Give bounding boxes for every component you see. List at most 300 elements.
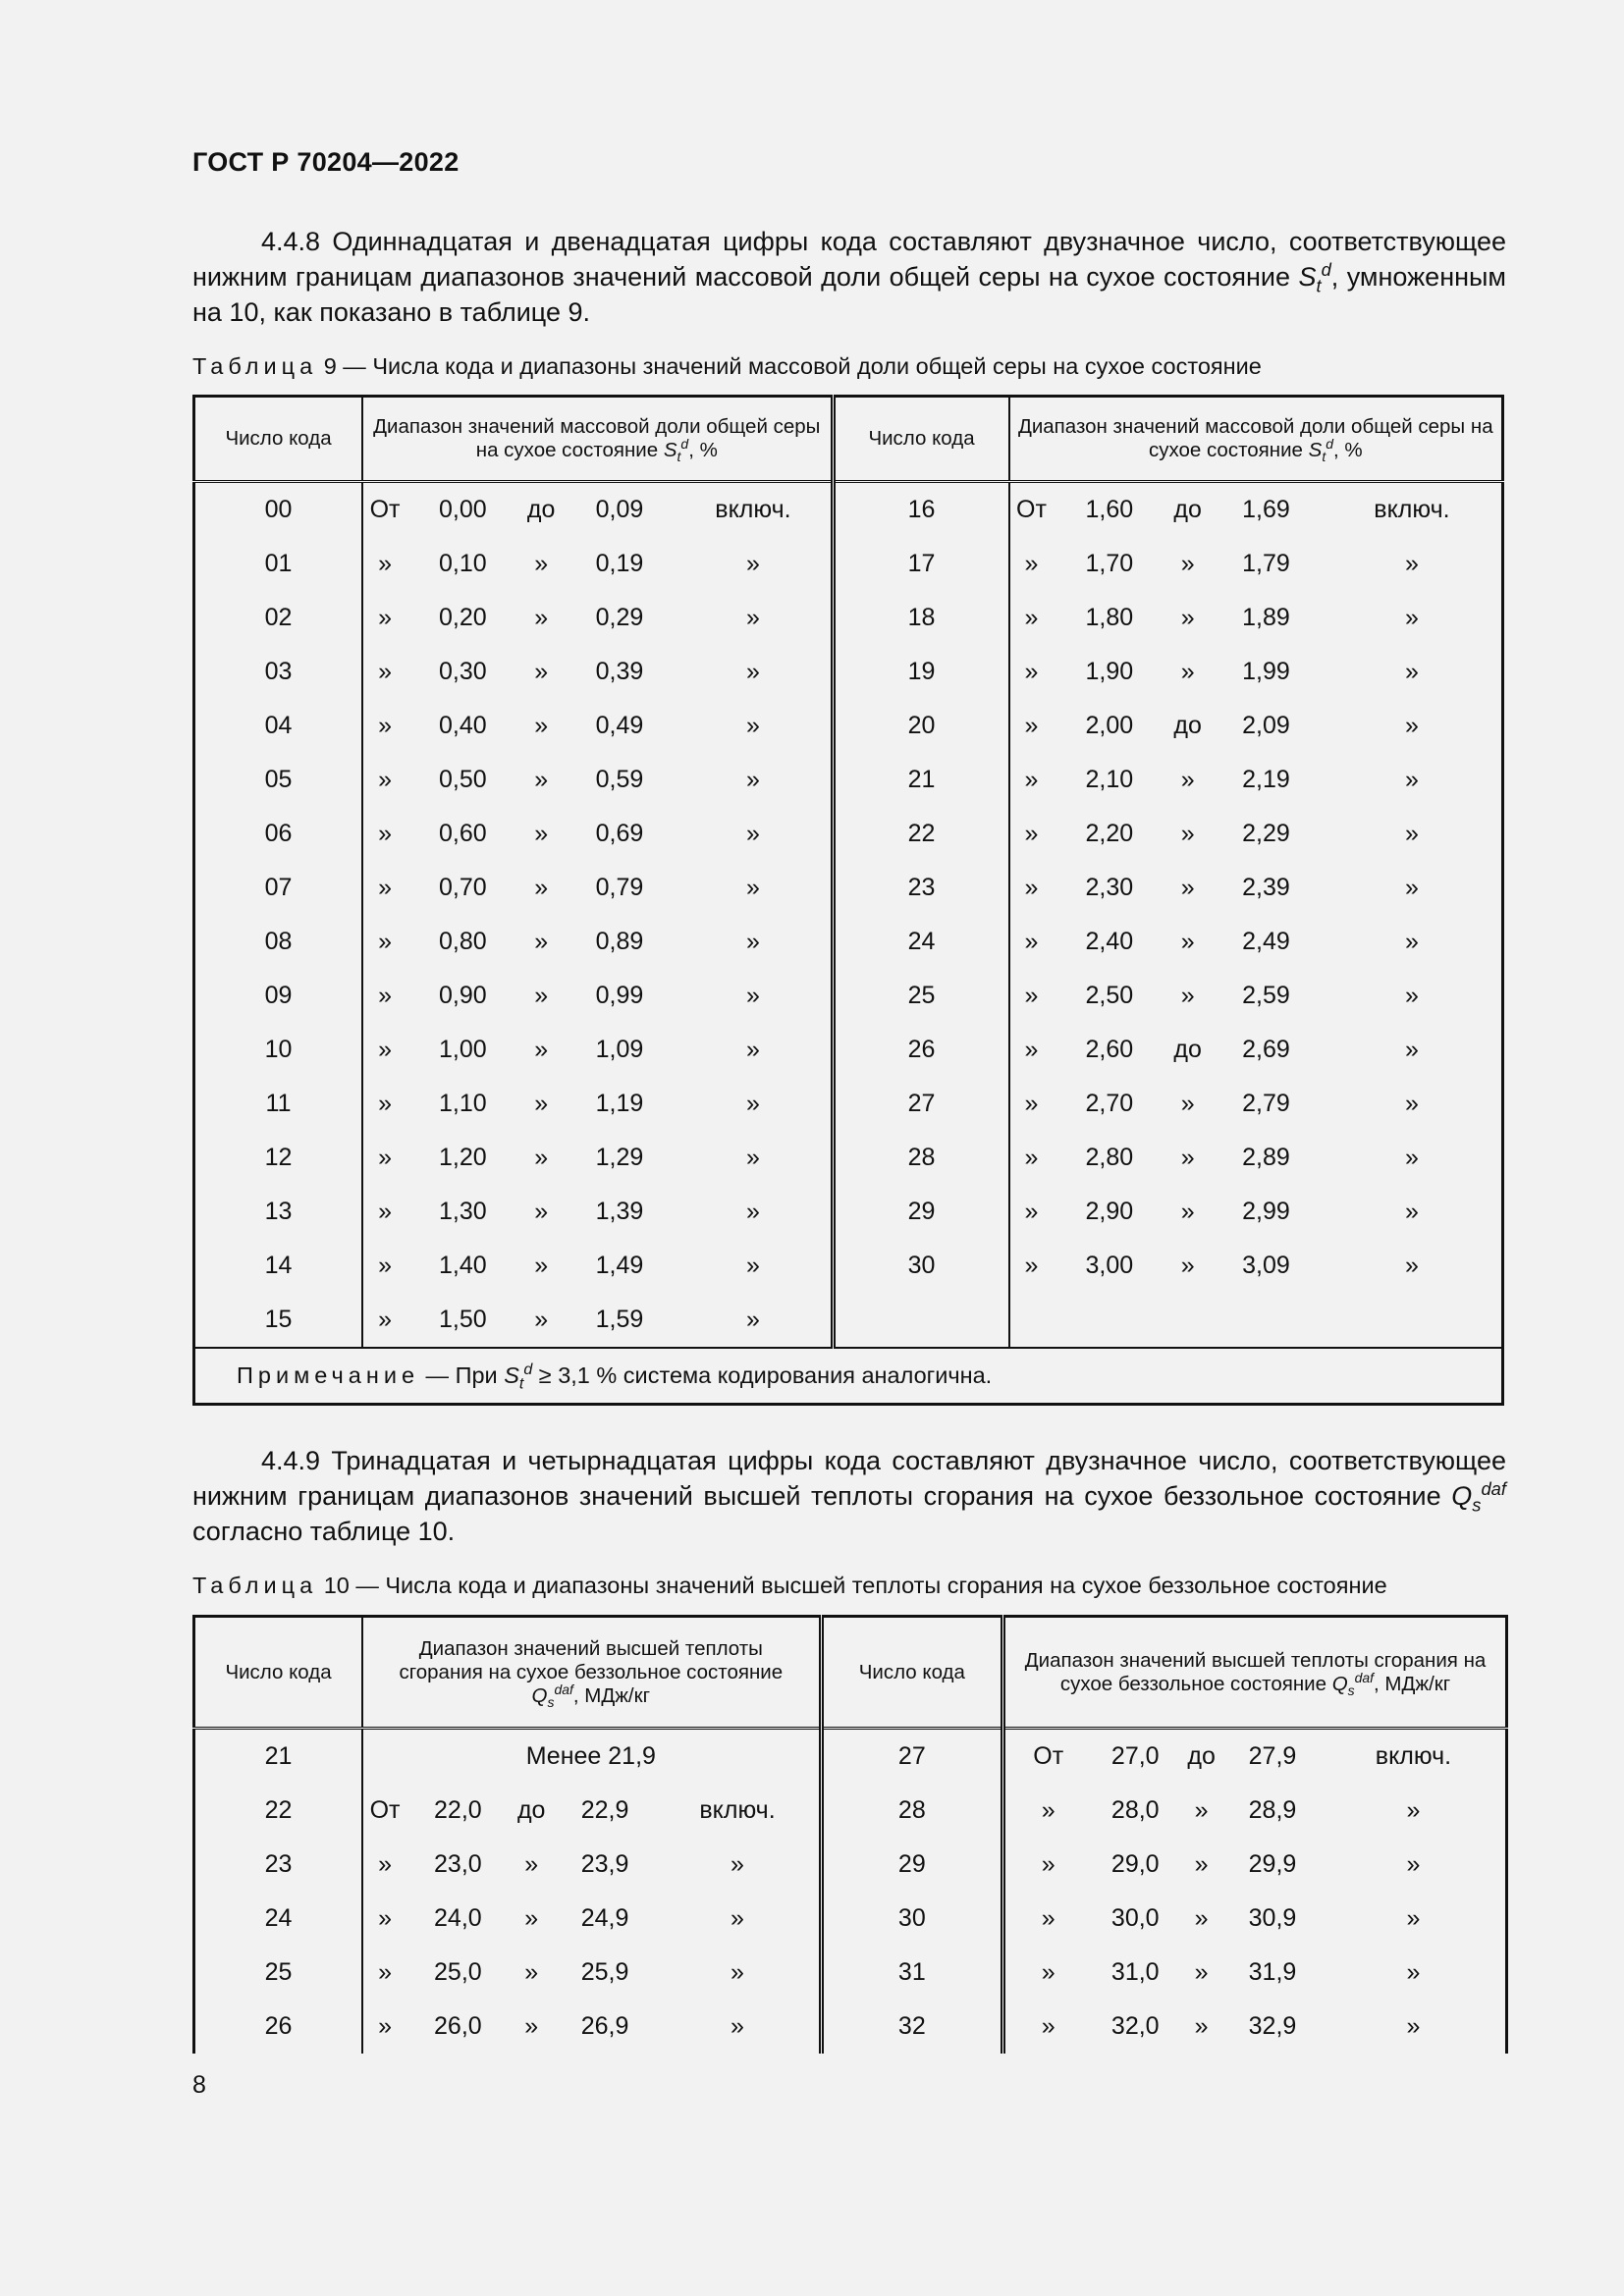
table-row [194,1946,1507,2000]
code-cell: 28 [821,1784,1003,1838]
to-word: » [534,928,549,955]
code-cell: 06 [194,807,363,861]
column-header-code: Число кода [821,1617,1003,1729]
inclusive-word: » [676,1131,833,1185]
code-cell: 18 [833,591,1009,645]
table-row [194,1239,1503,1293]
upper-bound: 3,09 [1242,1252,1290,1279]
upper-bound: 2,09 [1242,712,1290,739]
inclusive-word: » [676,645,833,699]
from-word: » [1041,1850,1056,1878]
lower-bound: 24,0 [434,1904,482,1932]
lower-bound: 30,0 [1110,1904,1160,1932]
table-row [194,1892,1507,1946]
to-word: » [534,1252,549,1279]
to-word: » [1180,1198,1195,1225]
inclusive-word: » [656,1892,821,1946]
upper-bound: 31,9 [1248,1958,1297,1986]
to-word: » [524,2012,539,2040]
inclusive-word: » [676,807,833,861]
lower-bound: 2,70 [1085,1090,1134,1117]
lower-bound: 32,0 [1110,2012,1160,2040]
from-word: » [378,820,392,847]
upper-bound: 0,79 [595,874,644,901]
code-cell: 01 [194,537,363,591]
table10-caption [192,1573,1387,1599]
paragraph-4-4-8 [192,224,1506,330]
range-text: Менее 21,9 [362,1729,821,1785]
inclusive-word: » [1406,2012,1421,2040]
inclusive-word: включ. [656,1784,821,1838]
from-word: » [1024,1144,1039,1171]
upper-bound: 1,59 [595,1306,644,1333]
upper-bound: 0,99 [595,982,644,1009]
to-word: » [1194,1796,1209,1824]
upper-bound: 1,29 [595,1144,644,1171]
upper-bound: 2,69 [1242,1036,1290,1063]
to-word: до [1173,1036,1202,1063]
lower-bound [1053,1293,1165,1348]
lower-bound: 0,20 [439,604,487,631]
paragraph-text-end: согласно таблице 10. [192,1517,456,1546]
from-word: От [369,496,401,523]
upper-bound: 2,79 [1242,1090,1290,1117]
code-cell: 08 [194,915,363,969]
column-header-code: Число кода [194,397,363,482]
code-cell: 22 [194,1784,363,1838]
lower-bound: 1,40 [439,1252,487,1279]
table-row [194,1838,1507,1892]
lower-bound: 29,0 [1110,1850,1160,1878]
code-cell: 19 [833,645,1009,699]
table-row [194,1729,1507,1785]
from-word: » [1041,1904,1056,1932]
lower-bound: 1,00 [439,1036,487,1063]
table-row [194,645,1503,699]
from-word: От [1016,496,1047,523]
to-word: » [1180,550,1195,577]
column-header-range: Диапазон значений массовой доли общей серы на сухое состояние $S_t^d$, % [1017,415,1493,465]
to-word: » [1180,874,1195,901]
table-row [194,2000,1507,2054]
column-header-range: Диапазон значений массовой доли общей серы на сухое состояние $S_t^d$, % [362,397,833,482]
table-row [194,699,1503,753]
inclusive-word: » [1404,874,1419,901]
lower-bound: 0,80 [439,928,487,955]
code-cell: 04 [194,699,363,753]
upper-bound: 1,49 [595,1252,644,1279]
table9-note: Примечание — При $S_t^d \ge 3,1$ % система кодирования аналогична. [194,1348,1503,1405]
caption-label: Таблица [192,1573,318,1598]
code-cell: 05 [194,753,363,807]
code-cell: 14 [194,1239,363,1293]
from-word: » [1024,928,1039,955]
to-word: » [1180,1252,1195,1279]
paragraph-4-4-9 [192,1443,1506,1549]
from-word: » [378,604,392,631]
code-cell: 15 [194,1293,363,1348]
upper-bound: 1,39 [595,1198,644,1225]
table-row [194,1185,1503,1239]
from-word: » [378,928,392,955]
lower-bound: 27,0 [1110,1742,1160,1770]
paragraph-number: 4.4.9 [261,1446,321,1475]
upper-bound: 1,89 [1242,604,1290,631]
inclusive-word: » [1404,1036,1419,1063]
upper-bound: 0,89 [595,928,644,955]
from-word: » [378,1144,392,1171]
from-word: » [378,1958,392,1986]
to-word: » [534,658,549,685]
lower-bound: 2,90 [1085,1198,1134,1225]
to-word: » [1180,1144,1195,1171]
inclusive-word: » [1404,1252,1419,1279]
upper-bound: 26,9 [580,2012,629,2040]
lower-bound: 23,0 [434,1850,482,1878]
inclusive-word: » [676,591,833,645]
upper-bound: 2,59 [1242,982,1290,1009]
upper-bound: 0,39 [595,658,644,685]
table-row [194,1784,1507,1838]
inclusive-word: » [1404,658,1419,685]
to-word: » [534,982,549,1009]
inclusive-word: » [1404,766,1419,793]
to-word: до [1187,1742,1216,1770]
table-row [194,1131,1503,1185]
from-word: » [1024,1036,1039,1063]
to-word: » [1180,820,1195,847]
from-word: » [1024,550,1039,577]
inclusive-word: » [656,1946,821,2000]
code-cell: 16 [833,482,1009,538]
lower-bound: 1,10 [439,1090,487,1117]
from-word: » [378,658,392,685]
code-cell: 13 [194,1185,363,1239]
from-word: » [1024,982,1039,1009]
to-word: » [1180,982,1195,1009]
table9-caption [192,353,1262,380]
inclusive-word: » [676,699,833,753]
to-word: » [534,550,549,577]
lower-bound: 0,40 [439,712,487,739]
code-cell: 29 [821,1838,1003,1892]
upper-bound: 30,9 [1248,1904,1297,1932]
upper-bound: 2,29 [1242,820,1290,847]
lower-bound: 2,50 [1085,982,1134,1009]
table-row [194,537,1503,591]
to-word: » [1180,658,1195,685]
code-cell: 27 [821,1729,1003,1785]
from-word: » [378,1252,392,1279]
lower-bound: 1,70 [1085,550,1134,577]
lower-bound: 1,60 [1085,496,1134,523]
from-word: » [378,2012,392,2040]
to-word: » [524,1958,539,1986]
code-cell: 30 [821,1892,1003,1946]
from-word: » [378,1904,392,1932]
from-word: » [1024,766,1039,793]
inclusive-word: » [1404,928,1419,955]
inclusive-word: » [676,1293,833,1348]
code-cell: 26 [194,2000,363,2054]
upper-bound: 28,9 [1248,1796,1297,1824]
to-word: » [534,604,549,631]
inclusive-word: » [676,1023,833,1077]
code-cell: 24 [194,1892,363,1946]
inclusive-word: » [1404,1198,1419,1225]
upper-bound: 25,9 [580,1958,629,1986]
from-word: » [1041,2012,1056,2040]
to-word: до [1173,496,1202,523]
code-cell: 21 [833,753,1009,807]
to-word: » [534,1036,549,1063]
lower-bound: 2,20 [1085,820,1134,847]
upper-bound: 1,99 [1242,658,1290,685]
to-word: » [1194,1850,1209,1878]
lower-bound: 1,30 [439,1198,487,1225]
code-cell: 17 [833,537,1009,591]
code-cell: 25 [194,1946,363,2000]
page-number: 8 [192,2071,206,2099]
inclusive-word: » [1406,1904,1421,1932]
document-header: ГОСТ Р 70204—2022 [192,147,460,177]
inclusive-word: » [676,915,833,969]
to-word: » [1180,1090,1195,1117]
lower-bound: 1,20 [439,1144,487,1171]
upper-bound: 0,69 [595,820,644,847]
upper-bound: 27,9 [1248,1742,1297,1770]
paragraph-text: Одиннадцатая и двенадцатая цифры кода составляют двузначное число, соответствующее нижним границам диапазонов значений массовой доли общей серы на сухое состояние [192,227,1506,292]
inclusive-word: » [1406,1796,1421,1824]
to-word: » [1180,766,1195,793]
to-word: » [534,1306,549,1333]
code-cell: 20 [833,699,1009,753]
code-cell: 30 [833,1239,1009,1293]
code-cell: 31 [821,1946,1003,2000]
lower-bound: 2,40 [1085,928,1134,955]
from-word: От [369,1796,401,1824]
to-word [1165,1293,1210,1348]
lower-bound: 0,10 [439,550,487,577]
lower-bound: 0,00 [439,496,487,523]
code-cell: 23 [194,1838,363,1892]
lower-bound: 0,30 [439,658,487,685]
paragraph-text-end: , умноженным на 10, как показано в таблице 9. [192,262,1506,327]
from-word: » [378,982,392,1009]
code-cell: 29 [833,1185,1009,1239]
to-word: » [1194,1904,1209,1932]
upper-bound: 0,09 [595,496,644,523]
upper-bound: 2,39 [1242,874,1290,901]
lower-bound: 0,50 [439,766,487,793]
code-cell: 07 [194,861,363,915]
from-word: » [378,712,392,739]
upper-bound: 24,9 [580,1904,629,1932]
lower-bound: 22,0 [434,1796,482,1824]
to-word: » [1180,604,1195,631]
table-row [194,915,1503,969]
table-row [194,807,1503,861]
from-word: » [1024,1198,1039,1225]
code-cell [833,1293,1009,1348]
lower-bound: 2,60 [1085,1036,1134,1063]
inclusive-word: » [1404,982,1419,1009]
code-cell: 10 [194,1023,363,1077]
to-word: » [1180,928,1195,955]
from-word: » [378,1198,392,1225]
lower-bound: 1,50 [439,1306,487,1333]
from-word: » [1024,1090,1039,1117]
inclusive-word: включ. [676,482,833,538]
to-word: » [534,1090,549,1117]
from-word: » [1024,820,1039,847]
from-word: » [378,1036,392,1063]
lower-bound: 31,0 [1110,1958,1160,1986]
code-cell: 24 [833,915,1009,969]
inclusive-word: включ. [1374,496,1450,523]
from-word [1009,1293,1054,1348]
from-word: » [1041,1796,1056,1824]
lower-bound: 28,0 [1110,1796,1160,1824]
from-word: » [1024,604,1039,631]
lower-bound: 0,70 [439,874,487,901]
to-word: » [534,1144,549,1171]
code-cell: 12 [194,1131,363,1185]
code-cell: 27 [833,1077,1009,1131]
lower-bound: 2,10 [1085,766,1134,793]
table-row [194,1023,1503,1077]
table-10 [192,1615,1508,2054]
lower-bound: 1,90 [1085,658,1134,685]
from-word: » [1041,1958,1056,1986]
to-word: » [534,712,549,739]
lower-bound: 1,80 [1085,604,1134,631]
lower-bound: 0,60 [439,820,487,847]
upper-bound: 23,9 [580,1850,629,1878]
inclusive-word: » [676,861,833,915]
upper-bound: 22,9 [580,1796,629,1824]
caption-label: Таблица [192,353,318,379]
from-word: » [1024,712,1039,739]
table-row [194,1077,1503,1131]
inclusive-word: » [676,537,833,591]
inclusive-word: » [676,753,833,807]
paragraph-number: 4.4.8 [261,227,321,256]
lower-bound: 26,0 [434,2012,482,2040]
inclusive-word: » [1404,550,1419,577]
from-word: » [378,1850,392,1878]
column-header-code: Число кода [833,397,1009,482]
code-cell: 22 [833,807,1009,861]
code-cell: 26 [833,1023,1009,1077]
code-cell: 21 [194,1729,363,1785]
lower-bound: 2,30 [1085,874,1134,901]
upper-bound [1210,1293,1323,1348]
to-word: » [1194,1958,1209,1986]
code-cell: 02 [194,591,363,645]
lower-bound: 2,00 [1085,712,1134,739]
column-header-code: Число кода [194,1617,363,1729]
table-row [194,969,1503,1023]
from-word: От [1033,1742,1064,1770]
inclusive-word: » [656,2000,821,2054]
code-cell: 28 [833,1131,1009,1185]
inclusive-word: » [1406,1850,1421,1878]
from-word: » [378,874,392,901]
caption-text: 10 — Числа кода и диапазоны значений высшей теплоты сгорания на сухое беззольное состояние [323,1573,1387,1598]
inclusive-word: » [676,1077,833,1131]
inclusive-word: » [1404,712,1419,739]
lower-bound: 2,80 [1085,1144,1134,1171]
lower-bound: 25,0 [434,1958,482,1986]
from-word: » [1024,658,1039,685]
table-row [194,753,1503,807]
code-cell: 25 [833,969,1009,1023]
from-word: » [1024,1252,1039,1279]
upper-bound: 1,19 [595,1090,644,1117]
code-cell: 32 [821,2000,1003,2054]
code-cell: 11 [194,1077,363,1131]
to-word: » [534,820,549,847]
upper-bound: 1,09 [595,1036,644,1063]
symbol-st: $S_t^d$ [1298,259,1331,296]
upper-bound: 0,49 [595,712,644,739]
upper-bound: 2,99 [1242,1198,1290,1225]
code-cell: 23 [833,861,1009,915]
inclusive-word: » [656,1838,821,1892]
from-word: » [378,1306,392,1333]
from-word: » [378,766,392,793]
to-word: до [1173,712,1202,739]
table-row [194,861,1503,915]
inclusive-word: » [676,1185,833,1239]
symbol-qs: $Q_s^{daf}$ [1451,1478,1506,1516]
paragraph-text: Тринадцатая и четырнадцатая цифры кода составляют двузначное число, соответствующее нижним границам диапазонов значений высшей теплоты сгорания на сухое беззольное состояние [192,1446,1506,1511]
inclusive-word: » [676,969,833,1023]
upper-bound: 0,29 [595,604,644,631]
caption-text: 9 — Числа кода и диапазоны значений массовой доли общей серы на сухое состояние [323,353,1262,379]
upper-bound: 0,59 [595,766,644,793]
upper-bound: 2,89 [1242,1144,1290,1171]
upper-bound: 0,19 [595,550,644,577]
inclusive-word [1323,1293,1503,1348]
to-word: » [1194,2012,1209,2040]
table-9 [192,395,1504,1406]
upper-bound: 1,79 [1242,550,1290,577]
inclusive-word: » [1404,1090,1419,1117]
code-cell: 09 [194,969,363,1023]
inclusive-word: » [676,1239,833,1293]
column-header-range: Диапазон значений высшей теплоты сгорания на сухое беззольное состояние $Q_s^{daf}$, МДж/кг [362,1617,821,1729]
to-word: » [534,766,549,793]
to-word: » [524,1850,539,1878]
table-row [194,591,1503,645]
upper-bound: 2,49 [1242,928,1290,955]
lower-bound: 3,00 [1085,1252,1134,1279]
upper-bound: 32,9 [1248,2012,1297,2040]
inclusive-word: » [1406,1958,1421,1986]
inclusive-word: » [1404,1144,1419,1171]
from-word: » [378,1090,392,1117]
from-word: » [378,550,392,577]
inclusive-word: » [1404,604,1419,631]
upper-bound: 1,69 [1242,496,1290,523]
upper-bound: 29,9 [1248,1850,1297,1878]
lower-bound: 0,90 [439,982,487,1009]
to-word: » [534,874,549,901]
code-cell: 03 [194,645,363,699]
inclusive-word: включ. [1375,1742,1452,1770]
